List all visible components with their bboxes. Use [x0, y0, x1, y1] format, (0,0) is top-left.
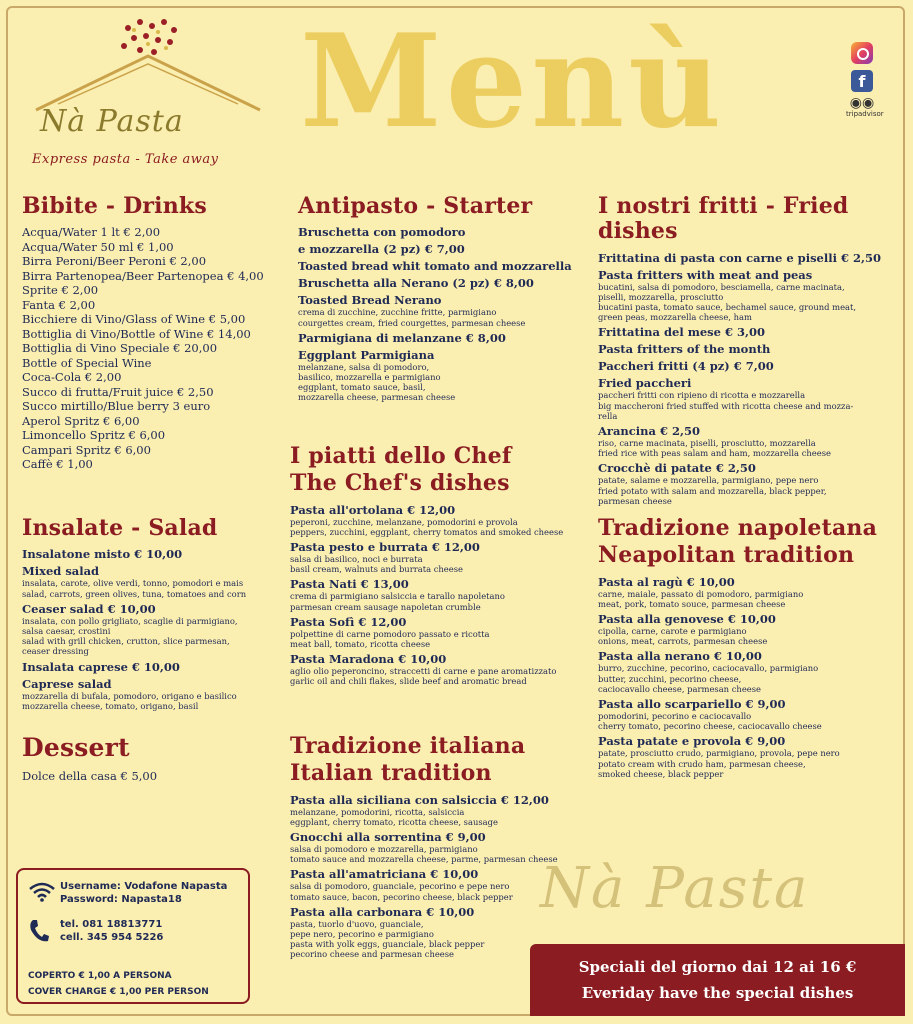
- menu-item-name: Pasta Sofì € 12,00: [290, 614, 407, 629]
- menu-row: Succo di frutta/Fruit juice € 2,50: [22, 384, 214, 399]
- menu-item: [22, 547, 284, 561]
- menu-row: Bicchiere di Vino/Glass of Wine € 5,00: [22, 312, 246, 327]
- menu-item-name: Pasta alla nerano € 10,00: [598, 649, 762, 664]
- menu-row: Acqua/Water 1 lt € 2,00: [22, 225, 161, 240]
- salad-section: [22, 516, 284, 714]
- menu-item-name: Toasted Bread Nerano: [298, 293, 442, 308]
- menu-item-description: tomato sauce and mozzarella cheese, parme, parmesan cheese: [290, 854, 558, 865]
- menu-item: [290, 793, 588, 827]
- neapolitan-heading: Tradizione napoletana: [598, 515, 878, 541]
- menu-item: [22, 660, 284, 674]
- menu-item-description: potato cream with crudo ham, parmesan cheese,: [598, 758, 806, 769]
- menu-item-name: Insalata caprese € 10,00: [22, 659, 180, 674]
- menu-row: Aperol Spritz € 6,00: [22, 413, 140, 428]
- menu-item-description: pasta with yolk eggs, guanciale, black pepper: [290, 939, 485, 950]
- chef-list: [290, 503, 588, 687]
- menu-item-name: Paccheri fritti (4 pz) € 7,00: [598, 359, 774, 374]
- menu-item-description: pecorino cheese and parmesan cheese: [290, 949, 455, 960]
- menu-item-description: pepe nero, pecorino e parmigiano: [290, 929, 434, 940]
- menu-item-description: peppers, zucchini, eggplant, cherry tomatos and smoked cheese: [290, 526, 564, 537]
- menu-item-name: Pasta alla siciliana con salsiccia € 12,00: [290, 792, 549, 807]
- neapolitan-subheading: Neapolitan tradition: [598, 542, 855, 569]
- menu-item-description: courgettes cream, fried courgettes, parmesan cheese: [298, 317, 526, 328]
- menu-row: Succo mirtillo/Blue berry 3 euro: [22, 399, 211, 414]
- menu-item-name: Eggplant Parmigiana: [298, 347, 435, 362]
- italian-heading: Tradizione italiana: [290, 733, 526, 759]
- menu-item-description: pasta, tuorlo d'uovo, guanciale,: [290, 918, 424, 929]
- menu-item-name: Pasta patate e provola € 9,00: [598, 734, 786, 749]
- info-box: [16, 868, 250, 1004]
- menu-row: Coca-Cola € 2,00: [22, 370, 122, 385]
- menu-item: [598, 325, 898, 339]
- menu-item: [598, 575, 898, 609]
- menu-item-description: garlic oil and chili flakes, slide beef and aromatic bread: [290, 676, 527, 687]
- menu-item-description: salsa di basilico, noci e burrata: [290, 554, 423, 564]
- neapolitan-list: [598, 575, 898, 779]
- menu-item-description: big maccheroni fried stuffed with ricotta cheese and mozza-: [598, 400, 854, 411]
- menu-row: Acqua/Water 50 ml € 1,00: [22, 239, 174, 254]
- menu-item: [598, 697, 898, 731]
- menu-item-name: Arancina € 2,50: [598, 424, 700, 439]
- menu-item-description: carne, maiale, passato di pomodoro, parmigiano: [598, 588, 804, 599]
- menu-item-name: Parmigiana di melanzane € 8,00: [298, 330, 506, 345]
- menu-item-description: onions, meat, carrots, parmesan cheese: [598, 636, 768, 647]
- menu-item: [598, 424, 898, 458]
- menu-item-description: peperoni, zucchine, melanzane, pomodorini e provola: [290, 516, 518, 527]
- menu-item-description: green peas, mozzarella cheese, ham: [598, 312, 752, 323]
- menu-item-description: cipolla, carne, carote e parmigiano: [598, 626, 747, 636]
- drinks-heading: Bibite - Drinks: [22, 193, 207, 219]
- menu-item-description: smoked cheese, black pepper: [598, 768, 724, 779]
- menu-item-name: Crocchè di patate € 2,50: [598, 461, 756, 476]
- chef-heading: I piatti dello Chef: [290, 443, 512, 469]
- menu-item-name: Ceaser salad € 10,00: [22, 601, 156, 616]
- menu-row: Campari Spritz € 6,00: [22, 442, 151, 457]
- menu-item-description: bucatini, salsa di pomodoro, besciamella, carne macinata,: [598, 281, 845, 292]
- menu-row: Sprite € 2,00: [22, 283, 99, 298]
- menu-item-description: salad with grill chicken, crutton, slice parmesan,: [22, 636, 230, 647]
- menu-item-name: Gnocchi alla sorrentina € 9,00: [290, 830, 486, 844]
- page-title: Menù: [300, 7, 726, 157]
- menu-item: [598, 461, 898, 506]
- italian-section: [290, 734, 588, 963]
- menu-item-description: cherry tomato, pecorino cheese, caciocavallo cheese: [598, 721, 822, 732]
- wifi-username: Username: Vodafone Napasta: [60, 881, 228, 892]
- cover-charge-note: COVER CHARGE € 1,00 PER PERSON: [28, 987, 209, 997]
- starter-section: [298, 194, 588, 406]
- menu-item-description: meat, pork, tomato souce, parmesan cheese: [598, 598, 786, 609]
- phone-number[interactable]: tel. 081 18813771: [60, 919, 163, 930]
- tripadvisor-label: tripadvisor: [846, 110, 884, 118]
- menu-item-name: Pasta alla carbonara € 10,00: [290, 904, 475, 919]
- menu-item: [598, 376, 898, 421]
- menu-row: Birra Peroni/Beer Peroni € 2,00: [22, 254, 207, 269]
- drinks-section: [22, 194, 284, 472]
- brand-logo-watermark: Nà Pasta: [540, 856, 810, 921]
- menu-item-description: caciocavallo cheese, parmesan cheese: [598, 683, 761, 694]
- menu-item: [598, 649, 898, 694]
- menu-item-description: patate, prosciutto crudo, parmigiano, provola, pepe nero: [598, 748, 840, 759]
- menu-item-description: eggplant, tomato sauce, basil,: [298, 382, 426, 393]
- phone-icon: [28, 918, 50, 944]
- menu-item: [298, 225, 588, 239]
- menu-row: Bottiglia di Vino/Bottle of Wine € 14,00: [22, 326, 251, 341]
- menu-item-description: basilico, mozzarella e parmigiano: [298, 371, 441, 382]
- menu-item-name: Pasta allo scarpariello € 9,00: [598, 697, 786, 712]
- menu-item-description: basil cream, walnuts and burrata cheese: [290, 564, 463, 575]
- menu-item-description: piselli, mozzarella, prosciutto: [598, 291, 724, 302]
- menu-item-name: Frittatina del mese € 3,00: [598, 325, 765, 340]
- brand-name: Nà Pasta: [40, 104, 184, 139]
- menu-item-description: patate, salame e mozzarella, parmigiano, pepe nero: [598, 475, 819, 486]
- menu-item-description: crema di zucchine, zucchine fritte, parmigiano: [298, 307, 497, 318]
- menu-item: [598, 734, 898, 779]
- menu-item-name: Toasted bread whit tomato and mozzarella: [298, 259, 572, 274]
- menu-item-name: Pasta fritters with meat and peas: [598, 267, 813, 282]
- menu-item-description: meat ball, tomato, ricotta cheese: [290, 639, 431, 650]
- menu-item-description: aglio olio peperoncino, straccetti di carne e pane aromatizzato: [290, 666, 557, 677]
- cell-number[interactable]: cell. 345 954 5226: [60, 932, 164, 943]
- dessert-heading: Dessert: [22, 733, 130, 762]
- menu-item-name: Caprese salad: [22, 676, 112, 691]
- menu-item-description: salad, carrots, green olives, tuna, tomatoes and corn: [22, 588, 247, 599]
- menu-item: [290, 540, 588, 574]
- menu-item: [598, 268, 898, 323]
- menu-item-description: polpettine di carne pomodoro passato e ricotta: [290, 628, 490, 639]
- menu-item-description: burro, zucchine, pecorino, caciocavallo, parmigiano: [598, 663, 819, 674]
- menu-item: [298, 242, 588, 256]
- menu-item: [298, 259, 588, 273]
- wifi-password: Password: Napasta18: [60, 894, 182, 905]
- menu-item-name: Bruschetta alla Nerano (2 pz) € 8,00: [298, 276, 534, 291]
- menu-item-name: Mixed salad: [22, 564, 100, 579]
- menu-item: [22, 602, 284, 657]
- brand-tagline: Express pasta - Take away: [32, 152, 219, 167]
- dessert-section: [22, 734, 284, 783]
- menu-row: Dolce della casa € 5,00: [22, 768, 158, 783]
- starter-heading: Antipasto - Starter: [298, 193, 533, 219]
- menu-item-description: riso, carne macinata, piselli, prosciutto, mozzarella: [598, 438, 816, 449]
- menu-item: [598, 359, 898, 373]
- menu-item-description: insalata, carote, olive verdi, tonno, pomodori e mais: [22, 578, 244, 589]
- menu-item-description: parmesan cheese: [598, 495, 672, 506]
- menu-item-name: Pasta fritters of the month: [598, 342, 771, 357]
- italian-subheading: Italian tradition: [290, 760, 492, 787]
- menu-item-description: butter, zucchini, pecorino cheese,: [598, 673, 742, 684]
- menu-item-name: e mozzarella (2 pz) € 7,00: [298, 242, 465, 257]
- menu-item: [598, 342, 898, 356]
- menu-item-description: eggplant, cherry tomato, ricotta cheese, sausage: [290, 816, 498, 827]
- chef-section: [290, 444, 588, 690]
- menu-row: Limoncello Spritz € 6,00: [22, 428, 166, 443]
- menu-item: [22, 564, 284, 598]
- salad-list: [22, 547, 284, 711]
- menu-item-description: mozzarella cheese, tomato, origano, basil: [22, 700, 199, 711]
- menu-item-name: Pasta pesto e burrata € 12,00: [290, 540, 480, 554]
- salad-heading: Insalate - Salad: [22, 515, 218, 541]
- dessert-list: [22, 769, 284, 784]
- menu-item-description: paccheri fritti con ripieno di ricotta e mozzarella: [598, 390, 806, 401]
- menu-item-name: Frittatina di pasta con carne e piselli € 2,50: [598, 250, 881, 265]
- menu-item-description: fried rice with peas salam and ham, mozzarella cheese: [598, 448, 831, 459]
- menu-row: Fanta € 2,00: [22, 297, 96, 312]
- instagram-icon[interactable]: [851, 42, 873, 64]
- menu-item-name: Pasta all'amatriciana € 10,00: [290, 867, 479, 882]
- menu-item-name: Pasta Nati € 13,00: [290, 577, 409, 592]
- menu-item-description: melanzane, pomodorini, ricotta, salsiccia: [290, 806, 465, 817]
- menu-item-name: Pasta Maradona € 10,00: [290, 652, 447, 667]
- menu-item: [290, 577, 588, 611]
- menu-item-description: fried potato with salam and mozzarella, black pepper,: [598, 485, 827, 496]
- menu-item-name: Pasta alla genovese € 10,00: [598, 612, 776, 626]
- menu-item-description: crema di parmigiano salsiccia e tarallo napoletano: [290, 591, 505, 602]
- wifi-icon: [28, 882, 56, 902]
- coperto-note: COPERTO € 1,00 A PERSONA: [28, 971, 172, 981]
- menu-item-description: bucatini pasta, tomato sauce, bechamel sauce, ground meat,: [598, 302, 857, 312]
- facebook-icon[interactable]: f: [851, 70, 873, 92]
- starter-list: [298, 225, 588, 402]
- menu-item: [290, 652, 588, 686]
- specials-banner: [530, 944, 905, 1016]
- drinks-list: [22, 225, 284, 472]
- menu-item-description: pomodorini, pecorino e caciocavallo: [598, 711, 752, 722]
- menu-row: Bottiglia di Vino Speciale € 20,00: [22, 341, 218, 356]
- menu-item-name: Pasta all'ortolana € 12,00: [290, 502, 456, 517]
- menu-item: [598, 251, 898, 265]
- menu-item-description: insalata, con pollo grigliato, scaglie di parmigiano,: [22, 615, 238, 626]
- menu-item: [298, 276, 588, 290]
- fried-section: [598, 194, 898, 509]
- menu-item-name: Insalatone misto € 10,00: [22, 547, 183, 562]
- fried-list: [598, 251, 898, 506]
- menu-item: [298, 293, 588, 327]
- menu-item: [290, 615, 588, 649]
- menu-item-name: Pasta al ragù € 10,00: [598, 574, 735, 589]
- social-links: [846, 42, 884, 118]
- menu-item: [598, 612, 898, 646]
- menu-row: Birra Partenopea/Beer Partenopea € 4,00: [22, 268, 264, 283]
- menu-item-description: salsa di pomodoro, guanciale, pecorino e pepe nero: [290, 881, 510, 892]
- specials-line-italian: Speciali del giorno dai 12 ai 16 €: [578, 958, 857, 976]
- menu-row: Caffè € 1,00: [22, 457, 93, 472]
- menu-item-description: melanzane, salsa di pomodoro,: [298, 361, 430, 372]
- fried-heading: I nostri fritti - Fried dishes: [598, 193, 849, 245]
- neapolitan-section: [598, 516, 898, 782]
- menu-item: [290, 503, 588, 537]
- menu-row: Bottle of Special Wine: [22, 355, 152, 370]
- menu-item-description: salsa di pomodoro e mozzarella, parmigiano: [290, 844, 478, 854]
- specials-line-english: Everiday have the special dishes: [581, 984, 854, 1002]
- menu-item-description: salsa caesar, crostini: [22, 625, 111, 636]
- menu-item-description: ceaser dressing: [22, 646, 89, 657]
- menu-item: [298, 331, 588, 345]
- tripadvisor-icon[interactable]: ◉◉: [849, 95, 875, 111]
- menu-item-description: mozzarella cheese, parmesan cheese: [298, 392, 456, 403]
- menu-item: [22, 677, 284, 711]
- menu-item: [298, 348, 588, 403]
- menu-item-name: Bruschetta con pomodoro: [298, 225, 466, 240]
- chef-subheading: The Chef's dishes: [290, 470, 510, 497]
- menu-item-description: parmesan cream sausage napoletan crumble: [290, 601, 481, 612]
- menu-item-description: tomato sauce, bacon, pecorino cheese, black pepper: [290, 891, 513, 902]
- menu-item-name: Fried paccheri: [598, 376, 692, 391]
- menu-item-description: rella: [598, 410, 618, 421]
- menu-item-description: mozzarella di bufala, pomodoro, origano e basilico: [22, 690, 237, 701]
